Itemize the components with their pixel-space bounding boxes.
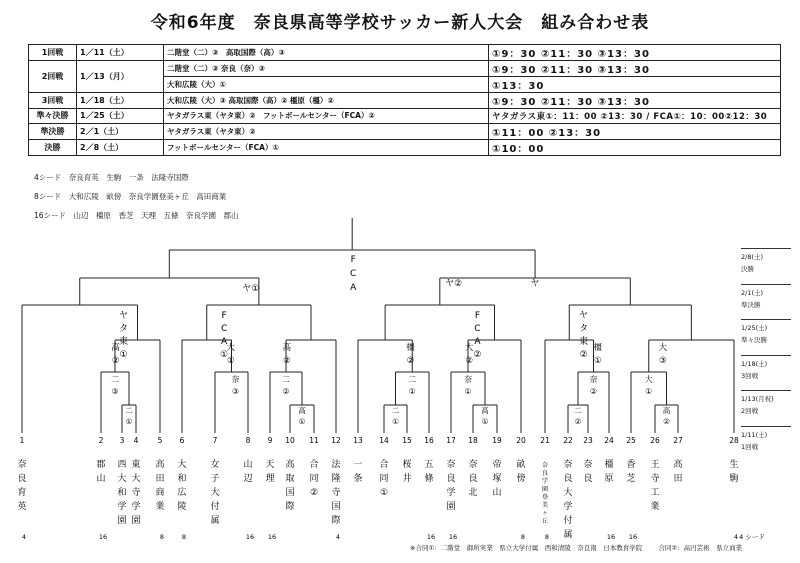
team-name: 合同 ① — [379, 460, 389, 498]
team-name: 郡山 — [96, 460, 106, 484]
team-name: 西大和学園 — [117, 460, 127, 526]
slot-number: 22 — [563, 436, 573, 445]
slot-number: 15 — [402, 436, 412, 445]
team-name: 大和広陵 — [177, 460, 187, 512]
team-name: 奈良学園 — [446, 460, 456, 512]
team-name: 天理 — [265, 460, 275, 484]
slot-number: 11 — [309, 436, 319, 445]
team-name: 奈良育英 — [17, 460, 27, 512]
seed-mark: 16 — [98, 533, 108, 541]
slot-number: 17 — [446, 436, 456, 445]
times-cell: ①13：30 — [489, 77, 781, 93]
footnote-joint-2: 合同②：高円芸術 県立商業 — [658, 544, 743, 552]
round-cell: 1回戦 — [29, 45, 77, 61]
team-name: 香芝 — [626, 460, 636, 484]
slot-number: 18 — [468, 436, 478, 445]
legend-item: 1/25(土) 準々決勝 — [741, 319, 791, 355]
qf2-winner: F C A ① — [220, 311, 229, 360]
times-cell: ①9：30 ②11：30 ③13：30 — [489, 45, 781, 61]
team-name: 奈良北 — [468, 460, 478, 498]
team-name: 桜井 — [402, 460, 412, 484]
team-name: 一条 — [353, 460, 363, 484]
r3a-winner: 高 ② — [111, 343, 120, 366]
r2e-winner: 奈 ① — [464, 375, 472, 396]
times-cell: ヤタガラス東①：11：00 ②13：30 / FCA①：10：00②12：30 — [489, 109, 781, 124]
team-name: 法隆寺国際 — [331, 460, 341, 526]
round-cell: 3回戦 — [29, 93, 77, 109]
team-name: 橿原 — [604, 460, 614, 484]
slot-number: 21 — [540, 436, 550, 445]
r2a-winner: 二 ③ — [111, 375, 119, 396]
seed-mark: 4 — [335, 533, 341, 541]
seed-mark: 8 — [181, 533, 187, 541]
legend-item: 1/13(月祝) 2回戦 — [741, 390, 791, 426]
team-name: 高田 — [673, 460, 683, 484]
times-cell: ①9：30 ②11：30 ③13：30 — [489, 61, 781, 77]
slot-number: 8 — [245, 436, 251, 445]
slot-number: 12 — [331, 436, 341, 445]
slot-number: 7 — [212, 436, 218, 445]
team-name: 奈良大学付属 — [563, 460, 573, 540]
r2d-winner: 二 ① — [408, 375, 417, 396]
slot-number: 27 — [673, 436, 683, 445]
times-cell: ①10：00 — [489, 139, 781, 155]
slot-number: 19 — [492, 436, 502, 445]
sf-right-winner: ヤ② — [445, 279, 463, 289]
r3c-winner: 高 ② — [282, 343, 292, 366]
sf-right-winner-char: ヤ — [530, 279, 540, 289]
date-cell: 1／25（土） — [77, 109, 164, 124]
r1e-winner: 二 ② — [574, 406, 582, 426]
matches-cell: ヤタガラス東（ヤタ東）② — [164, 123, 489, 139]
seed-mark: 16 — [245, 533, 255, 541]
final-winner: F C A — [350, 255, 357, 293]
round-cell: 2回戦 — [29, 61, 77, 93]
r2c-winner: 二 ② — [282, 375, 290, 396]
matches-cell: ヤタガラス東（ヤタ東）② フットボールセンター（FCA）② — [164, 109, 489, 124]
slot-number: 13 — [353, 436, 363, 445]
slot-number: 14 — [379, 436, 389, 445]
team-name: 畝傍 — [516, 460, 526, 484]
slot-number: 4 — [133, 436, 139, 445]
team-name: 高田商業 — [155, 460, 165, 512]
round-cell: 準々決勝 — [29, 109, 77, 124]
r1c-winner: 二 ① — [391, 406, 400, 426]
round-legend — [741, 248, 791, 461]
slot-number: 3 — [119, 436, 125, 445]
date-cell: 1／13（月） — [77, 61, 164, 93]
sf-left-winner: ヤ① — [242, 284, 260, 294]
seed-mark: 8 — [159, 533, 165, 541]
qf1-winner: ヤタ東 ① — [119, 311, 129, 360]
r3d-winner: 橿 ② — [406, 343, 415, 366]
r2f-winner: 奈 ② — [589, 375, 598, 396]
r3g-winner: 大 ③ — [658, 343, 668, 366]
r1b-winner: 高 ① — [298, 406, 306, 426]
slot-number: 23 — [583, 436, 593, 445]
r1a-winner: 二 ① — [125, 406, 133, 426]
slot-number: 26 — [650, 436, 660, 445]
team-name: 高取国際 — [285, 460, 295, 512]
team-name: 合同 ② — [309, 460, 319, 498]
date-cell: 2／8（土） — [77, 139, 164, 155]
r3e-winner: 大 ② — [464, 343, 474, 366]
matches-cell: 二階堂（二）③ 高取国際（高）③ — [164, 45, 489, 61]
seed-mark: 16 — [606, 533, 616, 541]
team-name: 奈良学園登美ヶ丘 — [541, 462, 549, 525]
slot-number: 24 — [604, 436, 614, 445]
page-title: 令和6年度 奈良県高等学校サッカー新人大会 組み合わせ表 — [150, 13, 650, 33]
date-cell: 2／1（土） — [77, 123, 164, 139]
r1f-winner: 高 ② — [662, 406, 671, 426]
r3b-winner: 大 ① — [226, 343, 236, 366]
qf3-winner: F C A ② — [473, 311, 482, 360]
slot-number: 25 — [626, 436, 636, 445]
legend-item: 2/8(土) 決勝 — [741, 248, 791, 284]
team-name: 王寺工業 — [650, 460, 660, 512]
round-cell: 準決勝 — [29, 123, 77, 139]
team-name: 帝塚山 — [492, 460, 502, 498]
matches-cell: 二階堂（二）③ 奈良（奈）③ — [164, 61, 489, 77]
seed-mark: 16 — [426, 533, 436, 541]
slot-number: 1 — [19, 436, 25, 445]
team-name: 奈良 — [583, 460, 593, 484]
seed-mark: 4 — [733, 533, 739, 541]
seed-mark: 16 — [448, 533, 458, 541]
round-cell: 決勝 — [29, 139, 77, 155]
seed-mark: 8 — [544, 533, 550, 541]
matches-cell: 大和広陵（大）① — [164, 77, 489, 93]
slot-number: 20 — [516, 436, 526, 445]
seed-mark: 16 — [628, 533, 638, 541]
date-cell: 1／18（土） — [77, 93, 164, 109]
seed-mark: 16 — [267, 533, 277, 541]
legend-item: 1/11(土) 1回戦 — [741, 426, 791, 462]
r1d-winner: 高 ① — [481, 406, 489, 426]
slot-number: 5 — [157, 436, 163, 445]
r2b-winner: 奈 ③ — [231, 375, 240, 396]
team-name: 山辺 — [243, 460, 253, 484]
r2g-winner: 大 ① — [644, 375, 653, 396]
slot-number: 28 — [729, 436, 739, 445]
legend-item: 1/18(土) 3回戦 — [741, 355, 791, 391]
team-name: 東大寺学園 — [131, 460, 141, 526]
qf4-winner: ヤタ東 ② — [579, 311, 589, 360]
date-cell: 1／11（土） — [77, 45, 164, 61]
slot-number: 2 — [98, 436, 104, 445]
legend-item: 2/1(土) 準決勝 — [741, 284, 791, 320]
team-name: 五條 — [424, 460, 434, 484]
seed-16-line: 16シード 山辺 橿原 香芝 天理 五條 奈良学園 郡山 — [34, 211, 239, 220]
footnote-joint-1: ※合同①：二階堂 御所実業 県立大学付属 西和清陵 奈良南 日本教育学院 — [410, 544, 643, 552]
footnote — [410, 543, 742, 552]
team-name: 女子大付属 — [210, 460, 220, 526]
matches-cell: フットボールセンター（FCA）① — [164, 139, 489, 155]
seed-4-line: 4シード 奈良育英 生駒 一条 法隆寺国際 — [34, 173, 189, 182]
seed-mark: 4 — [21, 533, 27, 541]
seed-legend: 4 シード — [739, 533, 765, 541]
r3f-winner: 橿 ① — [593, 343, 603, 366]
times-cell: ①9：30 ②11：30 ③13：30 — [489, 93, 781, 109]
slot-number: 16 — [424, 436, 434, 445]
team-name: 生駒 — [729, 460, 739, 484]
slot-number: 9 — [267, 436, 273, 445]
seed-8-line: 8シード 大和広陵 畝傍 奈良学園登美ヶ丘 高田商業 — [34, 192, 227, 201]
slot-number: 6 — [179, 436, 185, 445]
times-cell: ①11：00 ②13：30 — [489, 123, 781, 139]
seed-mark: 8 — [520, 533, 526, 541]
matches-cell: 大和広陵（大）③ 高取国際（高）② 橿原（橿）② — [164, 93, 489, 109]
slot-number: 10 — [285, 436, 295, 445]
